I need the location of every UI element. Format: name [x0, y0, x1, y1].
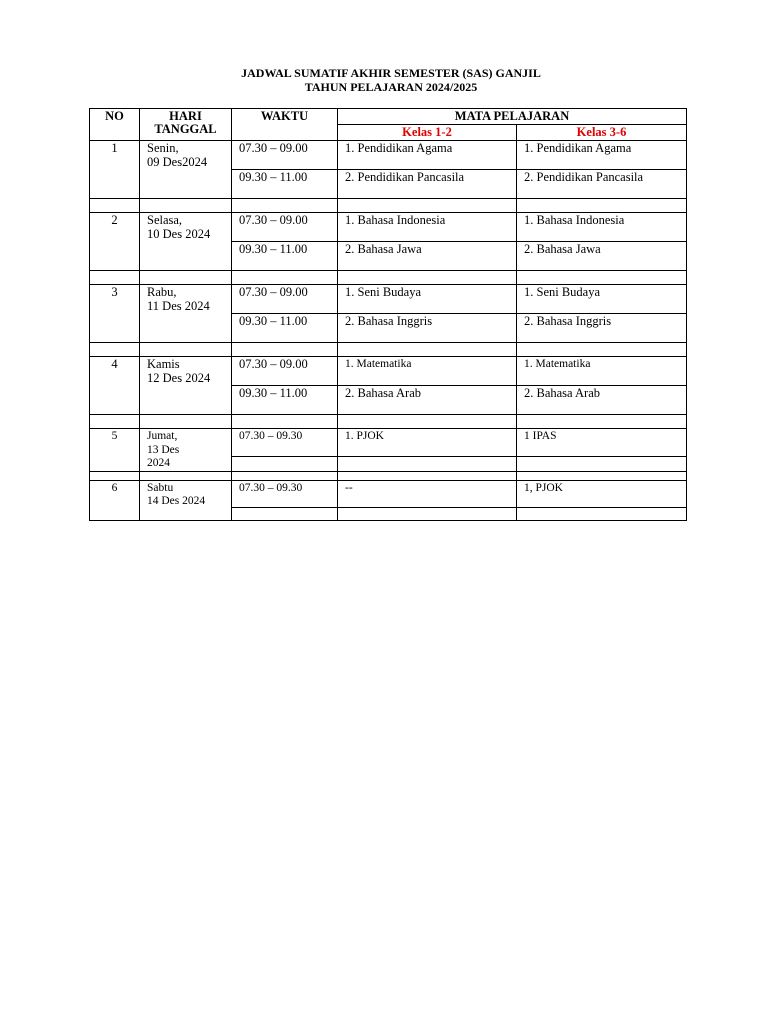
row-number: 5 [90, 429, 140, 472]
subject-kelas-3-6: 1 IPAS [517, 429, 687, 457]
table-row [90, 213, 687, 242]
row-number: 1 [90, 141, 140, 199]
day-name: Jumat, [147, 430, 178, 442]
subject-kelas-3-6: 1. Matematika [517, 357, 687, 386]
day-name: Senin, [147, 141, 179, 155]
row-number: 2 [90, 213, 140, 271]
spacer-row [90, 471, 687, 480]
table-row [90, 285, 687, 314]
date-text: 10 Des 2024 [147, 226, 211, 241]
day-date-cell [140, 285, 232, 343]
table-row [90, 429, 687, 457]
day-date-cell [140, 357, 232, 415]
title-line-2: TAHUN PELAJARAN 2024/2025 [304, 80, 478, 94]
subject-kelas-1-2: -- [338, 480, 517, 507]
title-line-1: JADWAL SUMATIF AKHIR SEMESTER (SAS) GANJIL [241, 66, 541, 80]
time-cell: 09.30 – 11.00 [232, 386, 338, 415]
subject-kelas-1-2: 2. Bahasa Inggris [338, 314, 517, 343]
header-waktu: WAKTU [232, 109, 338, 141]
table-row [90, 480, 687, 507]
subject-kelas-3-6: 2. Bahasa Inggris [517, 314, 687, 343]
time-cell: 09.30 – 11.00 [232, 314, 338, 343]
header-row [90, 109, 687, 125]
date-text: 13 Des [147, 443, 180, 456]
day-name: Sabtu [147, 481, 174, 494]
subject-kelas-3-6: 1. Seni Budaya [517, 285, 687, 314]
subject-kelas-3-6: 1, PJOK [517, 480, 687, 507]
spacer-row [90, 271, 687, 285]
subject-kelas-1-2: 1. Pendidikan Agama [338, 141, 517, 170]
spacer-row [90, 199, 687, 213]
header-kelas-1-2: Kelas 1-2 [338, 125, 517, 141]
day-name: Kamis [147, 357, 180, 371]
date-text: 2024 [147, 457, 170, 469]
day-name: Selasa, [147, 213, 183, 227]
time-cell: 07.30 – 09.00 [232, 213, 338, 242]
time-cell: 07.30 – 09.00 [232, 285, 338, 314]
subject-kelas-1-2: 1. Bahasa Indonesia [338, 213, 517, 242]
spacer-row [90, 343, 687, 357]
day-date-cell [140, 429, 232, 472]
header-tanggal: TANGGAL [154, 122, 217, 136]
subject-kelas-1-2: 2. Bahasa Arab [338, 386, 517, 415]
date-text: 11 Des 2024 [147, 298, 210, 313]
subject-kelas-1-2: 1. PJOK [338, 429, 517, 457]
date-text: 14 Des 2024 [147, 495, 206, 507]
subject-kelas-1-2: 2. Pendidikan Pancasila [338, 170, 517, 199]
subject-kelas-3-6: 2. Pendidikan Pancasila [517, 170, 687, 199]
day-date-cell [140, 480, 232, 520]
time-cell: 07.30 – 09.30 [232, 429, 338, 457]
header-no: NO [90, 109, 140, 141]
subject-kelas-3-6: 2. Bahasa Arab [517, 386, 687, 415]
date-text: 12 Des 2024 [147, 370, 211, 385]
row-number: 6 [90, 480, 140, 520]
time-cell: 09.30 – 11.00 [232, 242, 338, 271]
time-cell: 09.30 – 11.00 [232, 170, 338, 199]
header-hari: HARI [169, 109, 202, 123]
row-number: 4 [90, 357, 140, 415]
spacer-row [90, 415, 687, 429]
subject-kelas-3-6: 1. Bahasa Indonesia [517, 213, 687, 242]
subject-kelas-3-6: 2. Bahasa Jawa [517, 242, 687, 271]
table-row [90, 357, 687, 386]
subject-kelas-1-2: 1. Seni Budaya [338, 285, 517, 314]
subject-kelas-1-2: 1. Matematika [338, 357, 517, 386]
day-date-cell [140, 213, 232, 271]
time-cell: 07.30 – 09.00 [232, 357, 338, 386]
schedule-table [89, 108, 687, 521]
header-hari-tanggal [140, 109, 232, 141]
day-date-cell [140, 141, 232, 199]
subject-kelas-3-6: 1. Pendidikan Agama [517, 141, 687, 170]
date-text: 09 Des2024 [147, 154, 208, 169]
time-cell: 07.30 – 09.30 [232, 480, 338, 507]
row-number: 3 [90, 285, 140, 343]
subject-kelas-1-2: 2. Bahasa Jawa [338, 242, 517, 271]
header-mata-pelajaran: MATA PELAJARAN [338, 109, 687, 125]
table-row [90, 141, 687, 170]
document-title [0, 66, 768, 94]
header-kelas-3-6: Kelas 3-6 [517, 125, 687, 141]
time-cell: 07.30 – 09.00 [232, 141, 338, 170]
day-name: Rabu, [147, 285, 177, 299]
